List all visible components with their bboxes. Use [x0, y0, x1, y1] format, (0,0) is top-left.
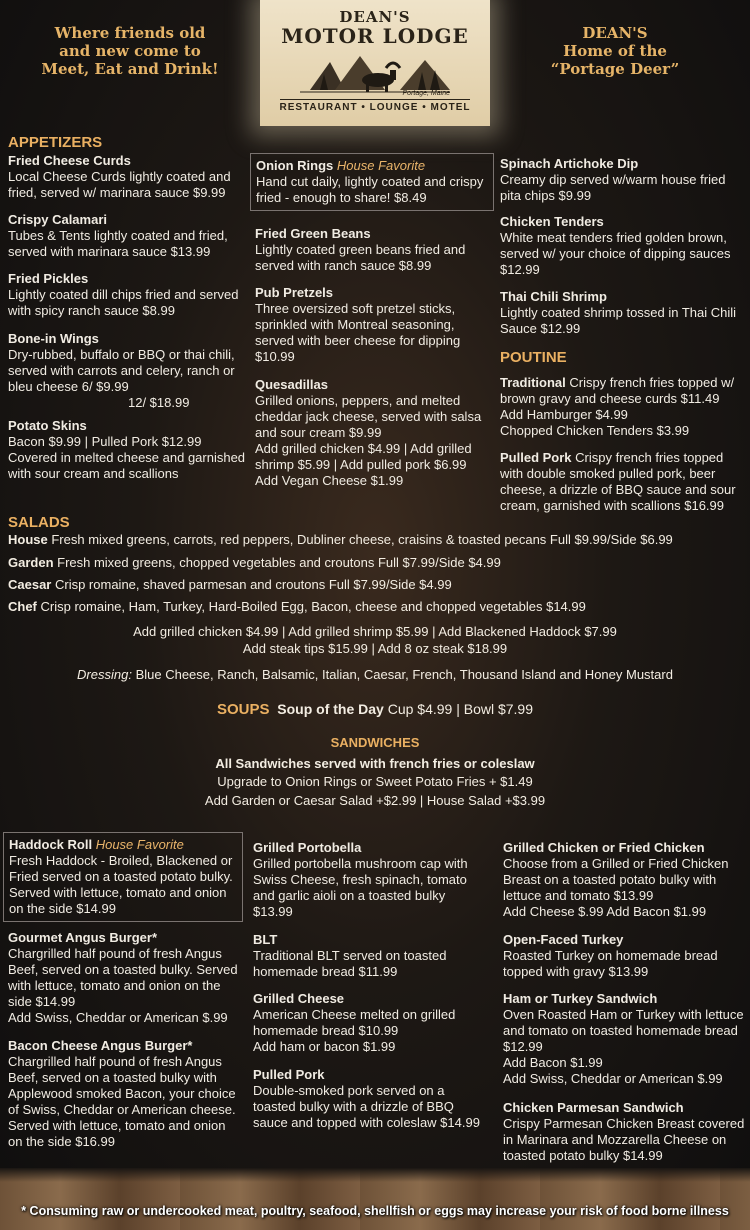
- item-name: Chicken Tenders: [500, 214, 604, 229]
- item-name: Garden: [8, 555, 54, 570]
- menu-item: [253, 840, 485, 920]
- menu-item: [503, 932, 745, 980]
- item-name: House: [8, 532, 48, 547]
- item-desc: White meat tenders fried golden brown, served w/ your choice of dipping sauces $12.99: [500, 230, 731, 277]
- item-desc: Grilled onions, peppers, and melted cheddar jack cheese, served with salsa and sour cream $9.99: [255, 393, 482, 440]
- menu-item: [253, 1067, 485, 1131]
- item-desc: Creamy dip served w/warm house fried pita chips $9.99: [500, 172, 726, 203]
- logo-subtitle: MOTOR LODGE: [281, 24, 469, 48]
- item-name: Fried Pickles: [8, 271, 89, 286]
- slogan-right-line: “Portage Deer”: [550, 60, 680, 78]
- item-name: Pub Pretzels: [255, 285, 334, 300]
- menu-item: [503, 1100, 745, 1164]
- item-desc: Crispy french fries topped w/ brown gravy and cheese curds $11.49: [500, 375, 735, 406]
- item-extra: Add Vegan Cheese $1.99: [255, 473, 404, 488]
- item-name: BLT: [253, 932, 278, 947]
- item-name: Fried Green Beans: [255, 226, 371, 241]
- item-desc: Lightly coated shrimp tossed in Thai Chili Sauce $12.99: [500, 305, 737, 336]
- menu-item: [8, 271, 243, 319]
- logo-location: Portage, Maine: [402, 90, 450, 97]
- item-name: [9, 837, 237, 853]
- menu-item: [253, 932, 485, 980]
- item-desc: Chargrilled half pound of fresh Angus Beef, served on a toasted bulky with Applewood smoked Bacon, your choice of Swiss, Cheddar or American cheese. Served with lettuce, tomato and onion on the side $16.99: [8, 1054, 236, 1149]
- item-desc: Crispy Parmesan Chicken Breast covered in Marinara and Mozzarella Cheese on toasted potato bulky $14.99: [503, 1116, 745, 1163]
- salad-line: [8, 532, 673, 547]
- item-name: Thai Chili Shrimp: [500, 289, 607, 304]
- item-extra: Chopped Chicken Tenders $3.99: [500, 423, 690, 438]
- menu-item-featured: [250, 153, 494, 211]
- logo: [260, 0, 490, 126]
- item-name: Potato Skins: [8, 418, 87, 433]
- item-name: Gourmet Angus Burger*: [8, 930, 158, 945]
- item-name: Chef: [8, 599, 37, 614]
- menu-item: [500, 156, 740, 204]
- item-extra: Add Swiss, Cheddar or American $.99: [8, 1010, 228, 1025]
- item-name: Grilled Chicken or Fried Chicken: [503, 840, 705, 855]
- item-extra: Add grilled chicken $4.99 | Add grilled shrimp $5.99 | Add pulled pork $6.99: [255, 441, 472, 472]
- item-name: Pulled Pork: [500, 450, 572, 465]
- item-name: Traditional: [500, 375, 566, 390]
- sandwiches-heading: SANDWICHES: [330, 735, 420, 750]
- menu-item: [8, 930, 240, 1026]
- food-safety-disclaimer: * Consuming raw or undercooked meat, poultry, seafood, shellfish or eggs may increase your risk of food borne illness: [21, 1204, 729, 1218]
- slogan-left-line: Meet, Eat and Drink!: [41, 60, 219, 78]
- item-desc: Bacon $9.99 | Pulled Pork $12.99 Covered in melted cheese and garnished with sour cream and scallions: [8, 434, 246, 481]
- item-desc: Double-smoked pork served on a toasted bulky with a drizzle of BBQ sauce and topped with coleslaw $14.99: [253, 1083, 480, 1130]
- logo-title: DEAN'S: [339, 8, 411, 26]
- wood-table-background: [0, 1168, 750, 1230]
- item-name: Spinach Artichoke Dip: [500, 156, 639, 171]
- sandwich-note: Upgrade to Onion Rings or Sweet Potato Fries + $1.49: [217, 774, 533, 789]
- menu-item: [255, 377, 487, 489]
- menu-item: [500, 289, 740, 337]
- menu-item: [8, 153, 243, 201]
- menu-item: [255, 285, 487, 365]
- item-desc: Oven Roasted Ham or Turkey with lettuce and tomato on toasted homemade bread $12.99: [503, 1007, 744, 1054]
- item-desc: Grilled portobella mushroom cap with Swiss Cheese, fresh spinach, tomato and garlic aioli on a toasted bulky $13.99: [253, 856, 468, 919]
- slogan-left-line: Where friends old: [54, 24, 206, 42]
- poutine-heading: POUTINE: [500, 349, 567, 366]
- item-name: Quesadillas: [255, 377, 328, 392]
- item-desc: Fresh mixed greens, carrots, red peppers, Dubliner cheese, craisins & toasted pecans Full $9.99/Side $6.99: [47, 532, 673, 547]
- soups-line: [0, 701, 750, 718]
- item-desc: Traditional BLT served on toasted homemade bread $11.99: [253, 948, 447, 979]
- slogan-left-line: and new come to: [59, 42, 201, 60]
- menu-item: [500, 214, 740, 278]
- item-extra: Add Hamburger $4.99: [500, 407, 628, 422]
- item-desc: Crispy french fries topped with double smoked pulled pork, beer cheese, a drizzle of BBQ sauce and sour cream, garnished with scallions $16.99: [500, 450, 736, 513]
- item-name: [256, 158, 488, 174]
- item-desc: Lightly coated dill chips fried and served with spicy ranch sauce $8.99: [8, 287, 239, 318]
- house-favorite-tag: House Favorite: [336, 158, 426, 173]
- item-extra: Add Bacon $1.99: [503, 1055, 603, 1070]
- item-extra: Add Swiss, Cheddar or American $.99: [503, 1071, 723, 1086]
- item-desc: Fresh Haddock - Broiled, Blackened or Fried served on a toasted potato bulky. Served with lettuce, tomato and onion on the side $14.99: [9, 853, 233, 916]
- menu-item: [500, 450, 740, 514]
- soup-price: Cup $4.99 | Bowl $7.99: [383, 701, 534, 717]
- menu-item: [503, 991, 745, 1087]
- house-favorite-tag: House Favorite: [95, 837, 184, 852]
- item-name: Grilled Cheese: [253, 991, 345, 1006]
- item-desc: Crisp romaine, shaved parmesan and croutons Full $7.99/Side $4.99: [51, 577, 452, 592]
- moose-mountain-icon: [290, 50, 460, 94]
- dressing-list: Blue Cheese, Ranch, Balsamic, Italian, Caesar, French, Thousand Island and Honey Mustard: [131, 667, 673, 682]
- item-name: Fried Cheese Curds: [8, 153, 131, 168]
- item-name: Open-Faced Turkey: [503, 932, 624, 947]
- item-name-text: Haddock Roll: [9, 837, 93, 852]
- soup-name: Soup of the Day: [277, 701, 384, 717]
- item-desc: Choose from a Grilled or Fried Chicken Breast on a toasted potato bulky with lettuce and tomato $13.99: [503, 856, 729, 903]
- logo-tagline: RESTAURANT • LOUNGE • MOTEL: [279, 102, 471, 113]
- dressing-label: Dressing:: [77, 667, 132, 682]
- item-desc: Local Cheese Curds lightly coated and fried, served w/ marinara sauce $9.99: [8, 169, 231, 200]
- salad-line: [8, 555, 501, 570]
- salad-addons: Add grilled chicken $4.99 | Add grilled shrimp $5.99 | Add Blackened Haddock $7.99: [133, 624, 617, 639]
- item-name-text: Onion Rings: [256, 158, 334, 173]
- item-desc: Fresh mixed greens, chopped vegetables and croutons Full $7.99/Side $4.99: [53, 555, 501, 570]
- salad-line: [8, 577, 452, 592]
- item-name: Bacon Cheese Angus Burger*: [8, 1038, 193, 1053]
- item-desc: Dry-rubbed, buffalo or BBQ or thai chili, served with carrots and celery, ranch or bleu cheese 6/ $9.99: [8, 347, 235, 394]
- slogan-right-line: DEAN'S: [582, 24, 648, 42]
- logo-divider: [280, 99, 470, 100]
- menu-item: [253, 991, 485, 1055]
- item-name: Pulled Pork: [253, 1067, 325, 1082]
- salads-heading: SALADS: [8, 514, 70, 531]
- slogan-right: [505, 24, 725, 78]
- slogan-left: [20, 24, 240, 78]
- item-name: Chicken Parmesan Sandwich: [503, 1100, 684, 1115]
- appetizers-heading: APPETIZERS: [8, 134, 103, 151]
- item-extra: Add ham or bacon $1.99: [253, 1039, 396, 1054]
- item-desc: Lightly coated green beans fried and served with ranch sauce $8.99: [255, 242, 466, 273]
- sandwich-note: All Sandwiches served with french fries or coleslaw: [215, 756, 535, 771]
- menu-item: [8, 1038, 243, 1150]
- salad-addons: Add steak tips $15.99 | Add 8 oz steak $18.99: [242, 641, 508, 656]
- menu-item-featured: [3, 832, 243, 922]
- menu-item: [500, 375, 740, 439]
- item-name: Bone-in Wings: [8, 331, 99, 346]
- item-desc: Chargrilled half pound of fresh Angus Beef, served on a toasted bulky. Served with lettuce, tomato and onion on the side $14.99: [8, 946, 238, 1009]
- menu-item: [8, 331, 243, 411]
- item-desc: Tubes & Tents lightly coated and fried, served with marinara sauce $13.99: [8, 228, 228, 259]
- menu-item: [255, 226, 487, 274]
- item-name: Grilled Portobella: [253, 840, 362, 855]
- salad-line: [8, 599, 586, 614]
- item-desc: American Cheese melted on grilled homemade bread $10.99: [253, 1007, 456, 1038]
- item-name: Ham or Turkey Sandwich: [503, 991, 658, 1006]
- menu-item: [8, 212, 243, 260]
- item-desc: Crisp romaine, Ham, Turkey, Hard-Boiled Egg, Bacon, cheese and chopped vegetables $14.99: [36, 599, 586, 614]
- sandwich-note: Add Garden or Caesar Salad +$2.99 | House Salad +$3.99: [204, 793, 546, 808]
- item-desc: Roasted Turkey on homemade bread topped with gravy $13.99: [503, 948, 718, 979]
- soups-heading: SOUPS: [216, 701, 270, 718]
- item-extra: 12/ $18.99: [128, 395, 190, 410]
- slogan-right-line: Home of the: [563, 42, 667, 60]
- item-name: Crispy Calamari: [8, 212, 107, 227]
- item-name: Caesar: [8, 577, 52, 592]
- menu-item: [8, 418, 248, 482]
- menu-item: [503, 840, 745, 920]
- dressing-line: [0, 667, 750, 682]
- item-extra: Add Cheese $.99 Add Bacon $1.99: [503, 904, 707, 919]
- item-desc: Hand cut daily, lightly coated and crispy fried - enough to share! $8.49: [256, 174, 484, 205]
- item-desc: Three oversized soft pretzel sticks, sprinkled with Montreal seasoning, served with beer cheese for dipping $10.99: [255, 301, 461, 364]
